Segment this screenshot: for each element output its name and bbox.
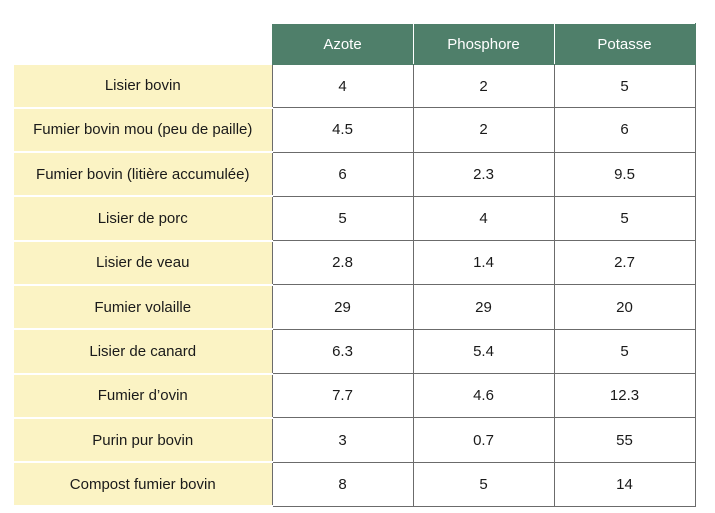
cell-phosphore: 2.3	[413, 152, 554, 196]
cell-phosphore: 1.4	[413, 241, 554, 285]
header-corner	[14, 24, 272, 65]
cell-phosphore: 29	[413, 285, 554, 329]
table-row	[14, 65, 695, 108]
cell-potasse: 6	[554, 108, 695, 152]
cell-azote: 4	[272, 65, 413, 108]
column-header-azote: Azote	[272, 24, 413, 65]
cell-azote: 29	[272, 285, 413, 329]
row-label: Fumier bovin (litière accumulée)	[14, 152, 272, 196]
table-row	[14, 152, 695, 196]
cell-azote: 7.7	[272, 374, 413, 418]
row-label: Lisier bovin	[14, 65, 272, 108]
cell-potasse: 14	[554, 462, 695, 506]
cell-potasse: 12.3	[554, 374, 695, 418]
row-label: Fumier volaille	[14, 285, 272, 329]
table-row	[14, 462, 695, 506]
table-row	[14, 418, 695, 462]
row-label: Lisier de canard	[14, 329, 272, 373]
cell-azote: 4.5	[272, 108, 413, 152]
row-label: Purin pur bovin	[14, 418, 272, 462]
cell-phosphore: 4	[413, 196, 554, 240]
cell-potasse: 9.5	[554, 152, 695, 196]
row-label: Compost fumier bovin	[14, 462, 272, 506]
cell-potasse: 20	[554, 285, 695, 329]
table-body	[14, 65, 695, 507]
cell-phosphore: 4.6	[413, 374, 554, 418]
row-label: Fumier bovin mou (peu de paille)	[14, 108, 272, 152]
cell-azote: 3	[272, 418, 413, 462]
table-row	[14, 241, 695, 285]
cell-azote: 8	[272, 462, 413, 506]
table-row	[14, 196, 695, 240]
cell-azote: 6.3	[272, 329, 413, 373]
cell-phosphore: 2	[413, 65, 554, 108]
cell-phosphore: 2	[413, 108, 554, 152]
table-row	[14, 329, 695, 373]
nutrient-table-container	[14, 23, 696, 507]
cell-phosphore: 5.4	[413, 329, 554, 373]
cell-potasse: 5	[554, 196, 695, 240]
nutrient-table	[14, 23, 696, 507]
cell-azote: 6	[272, 152, 413, 196]
cell-phosphore: 0.7	[413, 418, 554, 462]
column-header-potasse: Potasse	[554, 24, 695, 65]
row-label: Lisier de veau	[14, 241, 272, 285]
table-row	[14, 108, 695, 152]
cell-potasse: 5	[554, 329, 695, 373]
table-row	[14, 374, 695, 418]
cell-potasse: 5	[554, 65, 695, 108]
column-header-phosphore: Phosphore	[413, 24, 554, 65]
header-row	[14, 24, 695, 65]
cell-potasse: 2.7	[554, 241, 695, 285]
row-label: Fumier d’ovin	[14, 374, 272, 418]
row-label: Lisier de porc	[14, 196, 272, 240]
cell-azote: 5	[272, 196, 413, 240]
cell-azote: 2.8	[272, 241, 413, 285]
cell-phosphore: 5	[413, 462, 554, 506]
cell-potasse: 55	[554, 418, 695, 462]
table-row	[14, 285, 695, 329]
